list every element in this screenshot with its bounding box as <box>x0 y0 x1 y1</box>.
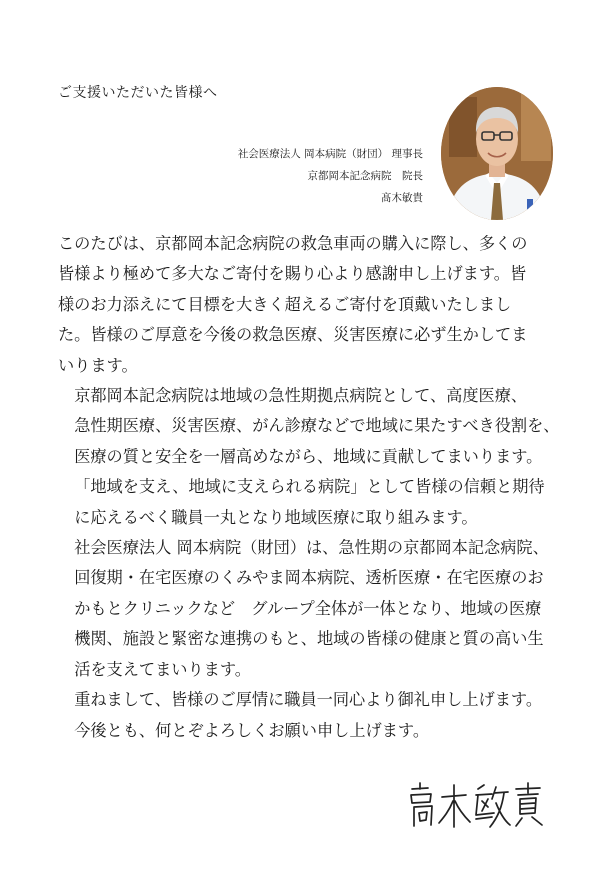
letter-paragraph <box>58 685 558 715</box>
sender-organization-title: 社会医療法人 岡本病院（財団） 理事長 <box>237 148 423 160</box>
paragraph-line: 医療の質と安全を一層高めながら、地域に貢献してまいります。 <box>74 446 543 466</box>
letter-paragraph <box>58 533 558 685</box>
letter-body <box>58 229 558 746</box>
paragraph-line: このたびは、京都岡本記念病院の救急車両の購入に際し、多くの <box>58 234 528 253</box>
paragraph-line: いります。 <box>58 355 138 375</box>
paragraph-line: 回復期・在宅医療のくみやま岡本病院、透析医療・在宅医療のお <box>74 568 544 588</box>
paragraph-line: に応えるべく職員一丸となり地域医療に取り組みます。 <box>74 507 478 527</box>
letter-paragraph <box>58 381 558 533</box>
paragraph-line: 重ねまして、皆様のご厚情に職員一同心より御礼申し上げます。 <box>74 690 543 710</box>
paragraph-line: 活を支えてまいります。 <box>74 659 251 679</box>
handwritten-signature <box>402 779 552 831</box>
portrait-photo <box>441 87 553 220</box>
sender-block <box>238 143 423 209</box>
paragraph-line: 機関、施設と緊密な連携のもと、地域の皆様の健康と質の高い生 <box>74 629 544 649</box>
letter-paragraph <box>58 229 558 381</box>
letter-paragraph <box>58 716 558 746</box>
paragraph-line: かもとクリニックなど グループ全体が一体となり、地域の医療 <box>74 598 542 618</box>
paragraph-line: 急性期医療、災害医療、がん診療などで地域に果たすべき役割を、 <box>74 416 560 436</box>
sender-name: 髙木敏貴 <box>381 192 423 204</box>
paragraph-line: 様のお力添えにて目標を大きく超えるご寄付を頂戴いたしまし <box>58 294 512 314</box>
sender-hospital-title: 京都岡本記念病院 院長 <box>307 170 423 182</box>
greeting-heading: ご支援いただいた皆様へ <box>58 85 218 101</box>
paragraph-line: 「地域を支え、地域に支えられる病院」として皆様の信頼と期待 <box>74 477 545 497</box>
portrait-illustration <box>441 87 553 220</box>
paragraph-line: 社会医療法人 岡本病院（財団）は、急性期の京都岡本記念病院、 <box>74 538 549 558</box>
paragraph-line: 今後とも、何とぞよろしくお願い申し上げます。 <box>74 720 430 740</box>
paragraph-line: 皆様より極めて多大なご寄付を賜り心より感謝申し上げます。皆 <box>58 264 527 284</box>
paragraph-line: 京都岡本記念病院は地域の急性期拠点病院として、高度医療、 <box>74 386 528 406</box>
paragraph-line: た。皆様のご厚意を今後の救急医療、災害医療に必ず生かしてま <box>58 325 528 345</box>
